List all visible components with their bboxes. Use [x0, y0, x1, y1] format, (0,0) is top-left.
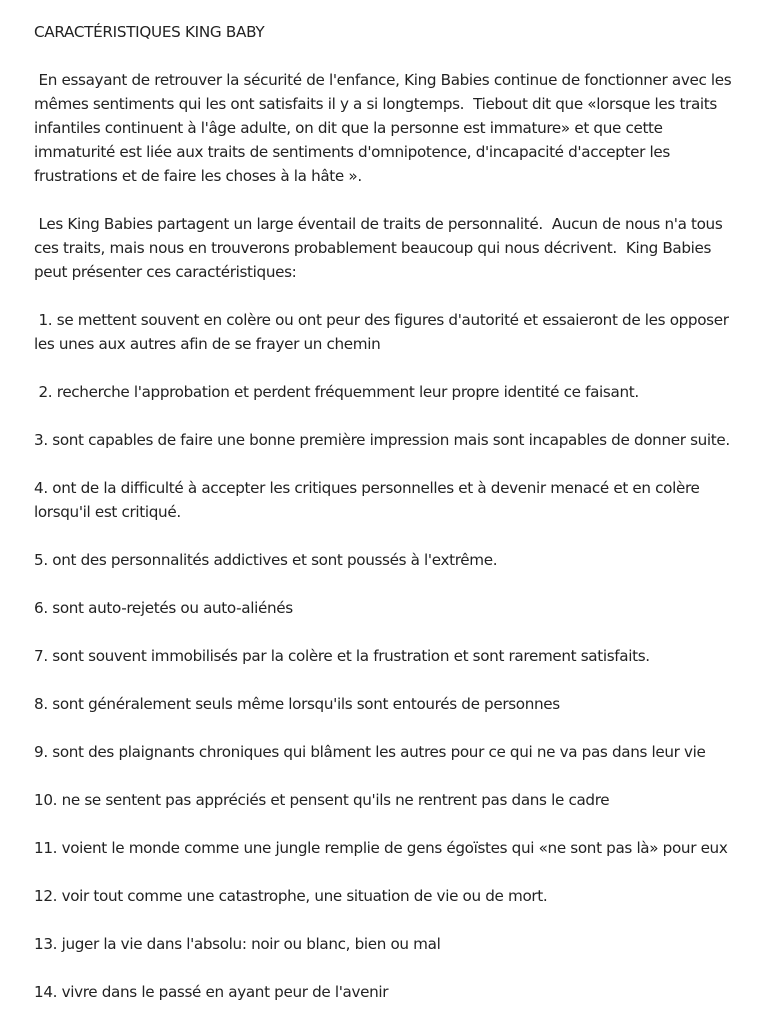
spacer [34, 356, 746, 380]
spacer [34, 188, 746, 212]
spacer [34, 284, 746, 308]
list-item: 2. recherche l'approbation et perdent fréquemment leur propre identité ce faisant. [34, 383, 639, 401]
spacer [34, 524, 746, 548]
spacer [34, 860, 746, 884]
list-item: 11. voient le monde comme une jungle remplie de gens égoïstes qui «ne sont pas là» pour eux [34, 839, 728, 857]
document-title: CARACTÉRISTIQUES KING BABY [34, 23, 265, 41]
spacer [34, 956, 746, 980]
spacer [34, 620, 746, 644]
spacer [34, 668, 746, 692]
list-item: 13. juger la vie dans l'absolu: noir ou blanc, bien ou mal [34, 935, 441, 953]
spacer [34, 812, 746, 836]
spacer [34, 44, 746, 68]
list-item: 10. ne se sentent pas appréciés et pensent qu'ils ne rentrent pas dans le cadre [34, 791, 610, 809]
list-item: 9. sont des plaignants chroniques qui blâment les autres pour ce qui ne va pas dans leur vie [34, 743, 706, 761]
traits-paragraph: Les King Babies partagent un large éventail de traits de personnalité. Aucun de nous n'a tous ces traits, mais nous en trouverons probablement beaucoup qui nous décrivent. King Babies peut présenter ces caractéristiques: [34, 215, 727, 281]
list-item: 5. ont des personnalités addictives et sont poussés à l'extrême. [34, 551, 498, 569]
list-item: 1. se mettent souvent en colère ou ont peur des figures d'autorité et essaieront de les opposer les unes aux autres afin de se frayer un chemin [34, 311, 734, 353]
spacer [34, 572, 746, 596]
list-item: 4. ont de la difficulté à accepter les critiques personnelles et à devenir menacé et en colère lorsqu'il est critiqué. [34, 479, 700, 521]
list-item: 12. voir tout comme une catastrophe, une situation de vie ou de mort. [34, 887, 548, 905]
list-item: 3. sont capables de faire une bonne première impression mais sont incapables de donner suite. [34, 431, 730, 449]
list-item: 14. vivre dans le passé en ayant peur de l'avenir [34, 983, 389, 1001]
spacer [34, 764, 746, 788]
spacer [34, 716, 746, 740]
spacer [34, 908, 746, 932]
document-page [34, 20, 746, 1004]
intro-paragraph: En essayant de retrouver la sécurité de l'enfance, King Babies continue de fonctionner avec les mêmes sentiments qui les ont satisfaits il y a si longtemps. Tiebout dit que «lorsque les traits infantiles continuent à l'âge adulte, on dit que la personne est immature» et que cette immaturité est liée aux traits de sentiments d'omnipotence, d'incapacité d'accepter les frustrations et de faire les choses à la hâte ». [34, 71, 736, 185]
spacer [34, 452, 746, 476]
list-item: 6. sont auto-rejetés ou auto-aliénés [34, 599, 293, 617]
spacer [34, 404, 746, 428]
list-item: 8. sont généralement seuls même lorsqu'ils sont entourés de personnes [34, 695, 560, 713]
list-item: 7. sont souvent immobilisés par la colère et la frustration et sont rarement satisfaits. [34, 647, 650, 665]
